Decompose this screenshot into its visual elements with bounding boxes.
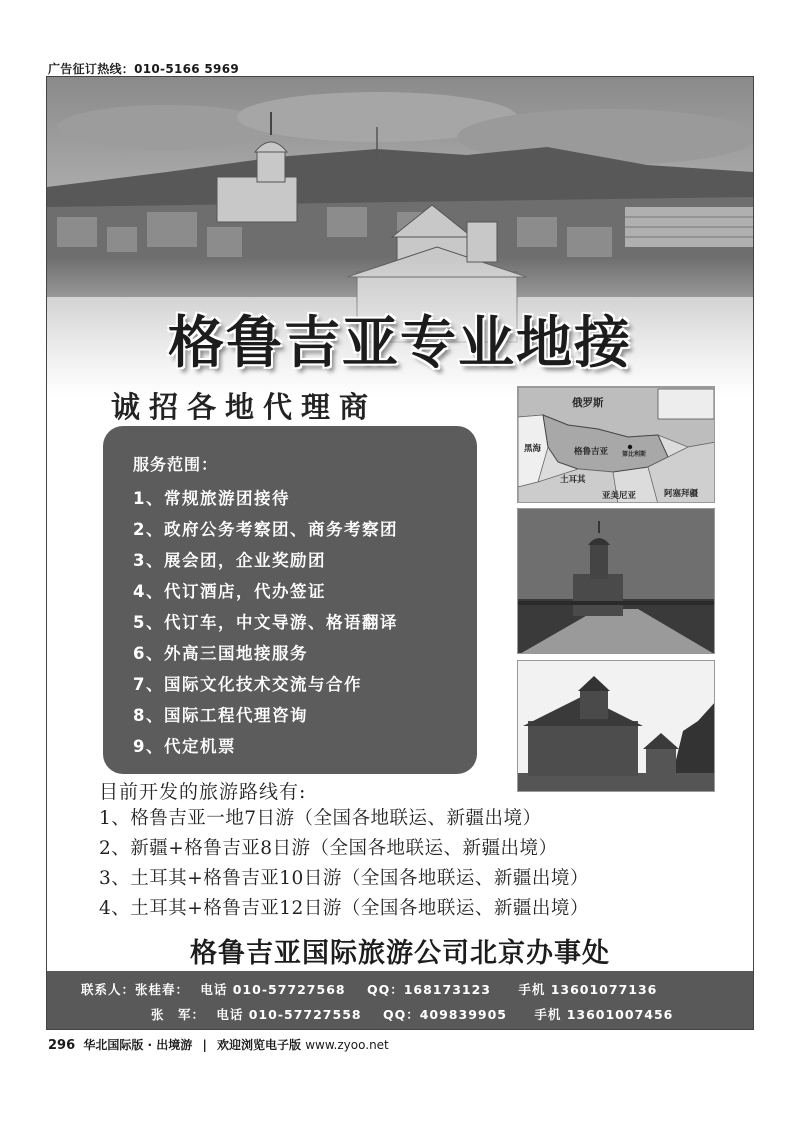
publication-name: 华北国际版 · 出境游 xyxy=(83,1038,193,1052)
contact-label: 联系人：张桂春： xyxy=(81,982,190,997)
map-label-azerbaijan: 阿塞拜疆 xyxy=(664,489,699,499)
service-item: 2、政府公务考察团、商务考察团 xyxy=(133,520,398,539)
service-item: 1、常规旅游团接待 xyxy=(133,489,290,508)
route-item: 3、土耳其+格鲁吉亚10日游（全国各地联运、新疆出境） xyxy=(99,868,589,889)
route-item: 2、新疆+格鲁吉亚8日游（全国各地联运、新疆出境） xyxy=(99,838,558,859)
contact-mobile: 手机 13601077136 xyxy=(518,982,658,997)
contact-bar xyxy=(47,971,753,1029)
services-title: 服务范围： xyxy=(133,455,219,474)
contact-qq: QQ：409839905 xyxy=(382,1007,507,1022)
subheadline: 诚招各地代理商 xyxy=(111,390,378,424)
service-item: 3、展会团，企业奖励团 xyxy=(133,551,326,570)
headline: 格鲁吉亚专业地接 xyxy=(168,310,632,376)
service-item: 5、代订车，中文导游、格语翻译 xyxy=(133,613,398,632)
service-item: 6、外高三国地接服务 xyxy=(133,644,308,663)
cathedral-photo xyxy=(517,508,715,654)
contact-row xyxy=(151,1005,673,1023)
advertisement xyxy=(46,76,754,1030)
page-footer xyxy=(48,1036,389,1053)
map-label-black-sea: 黑海 xyxy=(524,444,542,454)
services-panel xyxy=(103,426,477,774)
service-item: 7、国际文化技术交流与合作 xyxy=(133,675,362,694)
map-label-georgia: 格鲁吉亚 xyxy=(574,447,609,457)
map-label-capital: 第比利斯 xyxy=(622,451,647,458)
services-list xyxy=(133,483,477,762)
service-item: 4、代订酒店，代办签证 xyxy=(133,582,326,601)
footer-divider: | xyxy=(202,1038,207,1052)
map-label-armenia: 亚美尼亚 xyxy=(602,491,637,501)
contact-label: 张 军： xyxy=(151,1007,206,1022)
service-item: 8、国际工程代理咨询 xyxy=(133,706,308,725)
church-photo xyxy=(517,660,715,792)
route-item: 1、格鲁吉亚一地7日游（全国各地联运、新疆出境） xyxy=(99,808,542,829)
contact-row xyxy=(81,980,657,998)
page-number: 296 xyxy=(48,1038,76,1053)
service-item: 9、代定机票 xyxy=(133,737,236,756)
contact-mobile: 手机 13601007456 xyxy=(534,1007,674,1022)
website-link[interactable]: www.zyoo.net xyxy=(305,1038,389,1052)
map-label-russia: 俄罗斯 xyxy=(572,397,604,409)
footer-promo: 欢迎浏览电子版 xyxy=(217,1038,302,1052)
contact-phone: 电话 010-57727568 xyxy=(200,982,346,997)
route-item: 4、土耳其+格鲁吉亚12日游（全国各地联运、新疆出境） xyxy=(99,898,589,919)
contact-phone: 电话 010-57727558 xyxy=(216,1007,362,1022)
georgia-map xyxy=(517,386,715,503)
contact-qq: QQ：168173123 xyxy=(366,982,491,997)
routes-title: 目前开发的旅游路线有: xyxy=(99,781,307,803)
routes-list xyxy=(99,804,589,924)
map-label-turkey: 土耳其 xyxy=(560,475,586,485)
ad-hotline: 广告征订热线：010-5166 5969 xyxy=(48,62,240,76)
company-name: 格鲁吉亚国际旅游公司北京办事处 xyxy=(190,938,610,969)
